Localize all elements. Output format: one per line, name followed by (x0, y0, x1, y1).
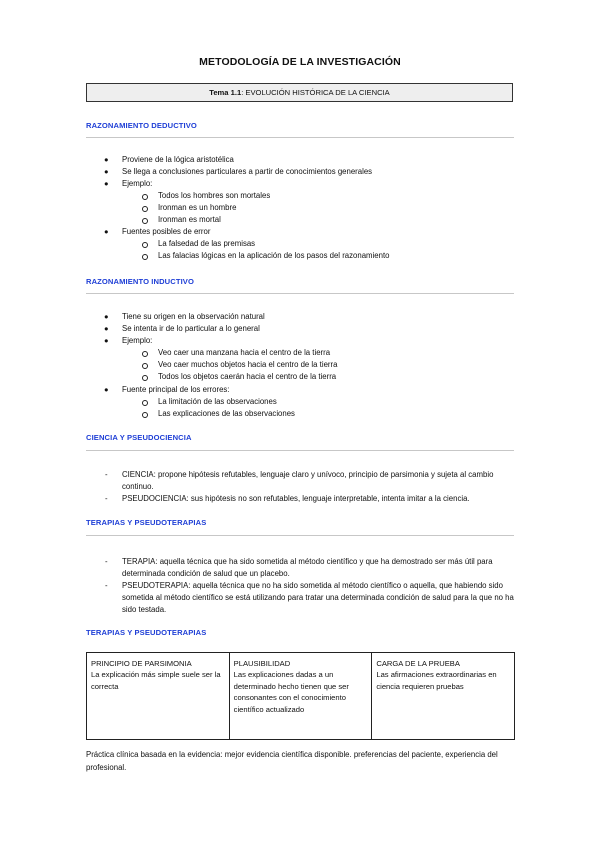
section-divider (86, 450, 514, 451)
sub-list-item: Todos los objetos caerán hacia el centro de la tierra (158, 372, 337, 381)
sub-bullet-icon (142, 194, 148, 200)
bullet-icon: ● (104, 179, 109, 188)
sub-list-item: Las explicaciones de las observaciones (158, 409, 295, 418)
sub-list-item: Las falacias lógicas en la aplicación de los pasos del razonamiento (158, 251, 390, 260)
sub-bullet-icon (142, 218, 148, 224)
bullet-icon: ● (104, 312, 109, 321)
document-title: METODOLOGÍA DE LA INVESTIGACIÓN (199, 56, 401, 68)
table-cell (371, 653, 514, 739)
cell-body: La explicación más simple suele ser la correcta (91, 670, 221, 691)
sub-bullet-icon (142, 363, 148, 369)
section-divider (86, 137, 514, 138)
bullet-icon: ● (104, 167, 109, 176)
bullet-icon: ● (104, 324, 109, 333)
cell-heading: PRINCIPIO DE PARSIMONIA (91, 659, 192, 668)
bullet-icon: ● (104, 385, 109, 394)
table-cell (87, 653, 229, 739)
dash-marker: - (105, 494, 108, 503)
cell-heading: PLAUSIBILIDAD (233, 659, 291, 668)
section-heading-ciencia: CIENCIA Y PSEUDOCIENCIA (86, 433, 192, 442)
definition-pseudoterapia: PSEUDOTERAPIA: aquella técnica que no ha sido sometida al método científico o aquella, que habiendo sido sometida al método científico se está utilizando para tratar una determinada condición de salud para la que no ha sido testada. (122, 581, 514, 615)
sub-bullet-icon (142, 351, 148, 357)
sub-bullet-icon (142, 412, 148, 418)
definition-terapia: TERAPIA: aquella técnica que ha sido sometida al método científico y que ha demostrado ser más útil para determinada condición de salud que un placebo. (122, 557, 493, 579)
list-item: Se llega a conclusiones particulares a partir de conocimientos generales (122, 167, 373, 176)
topic-title: : EVOLUCIÓN HISTÓRICA DE LA CIENCIA (241, 88, 390, 97)
section-divider (86, 535, 514, 536)
dash-marker: - (105, 581, 108, 590)
sub-bullet-icon (142, 206, 148, 212)
section-divider (86, 293, 514, 294)
sub-list-item: Ironman es un hombre (158, 203, 237, 212)
sub-list-item: Veo caer muchos objetos hacia el centro de la tierra (158, 360, 338, 369)
cell-body: Las explicaciones dadas a un determinado hecho tienen que ser consonantes con el conocimiento científico actualizado (233, 670, 349, 714)
principles-table (86, 652, 515, 740)
bullet-icon: ● (104, 227, 109, 236)
section-heading-inductivo: RAZONAMIENTO INDUCTIVO (86, 277, 194, 286)
sub-list-item: La limitación de las observaciones (158, 397, 277, 406)
list-item: Fuentes posibles de error (122, 227, 211, 236)
cell-heading: CARGA DE LA PRUEBA (376, 659, 460, 668)
sub-bullet-icon (142, 400, 148, 406)
list-item: Ejemplo: (122, 179, 153, 188)
definition-ciencia: CIENCIA: propone hipótesis refutables, lenguaje claro y unívoco, principio de parsimonia y sujeta al cambio continuo. (122, 470, 494, 492)
sub-bullet-icon (142, 242, 148, 248)
cell-body: Las afirmaciones extraordinarias en ciencia requieren pruebas (376, 670, 497, 691)
table-cell (229, 653, 372, 739)
section-heading-terapias-2: TERAPIAS Y PSEUDOTERAPIAS (86, 628, 207, 637)
sub-list-item: La falsedad de las premisas (158, 239, 256, 248)
topic-number: Tema 1.1 (209, 88, 242, 97)
bullet-icon: ● (104, 155, 109, 164)
list-item: Fuente principal de los errores: (122, 385, 230, 394)
topic-box (86, 83, 513, 102)
sub-bullet-icon (142, 254, 148, 260)
sub-bullet-icon (142, 375, 148, 381)
dash-marker: - (105, 470, 108, 479)
bullet-icon: ● (104, 336, 109, 345)
section-heading-deductivo: RAZONAMIENTO DEDUCTIVO (86, 121, 197, 130)
sub-list-item: Ironman es mortal (158, 215, 221, 224)
footer-note: Práctica clínica basada en la evidencia: mejor evidencia científica disponible. preferencias del paciente, experiencia del profesional. (86, 750, 498, 772)
list-item: Se intenta ir de lo particular a lo general (122, 324, 260, 333)
list-item: Proviene de la lógica aristotélica (122, 155, 234, 164)
definition-pseudociencia: PSEUDOCIENCIA: sus hipótesis no son refutables, lenguaje interpretable, intenta imitar a la ciencia. (122, 494, 470, 503)
section-heading-terapias: TERAPIAS Y PSEUDOTERAPIAS (86, 518, 207, 527)
list-item: Ejemplo: (122, 336, 153, 345)
dash-marker: - (105, 557, 108, 566)
sub-list-item: Todos los hombres son mortales (158, 191, 271, 200)
sub-list-item: Veo caer una manzana hacia el centro de la tierra (158, 348, 331, 357)
list-item: Tiene su origen en la observación natural (122, 312, 265, 321)
